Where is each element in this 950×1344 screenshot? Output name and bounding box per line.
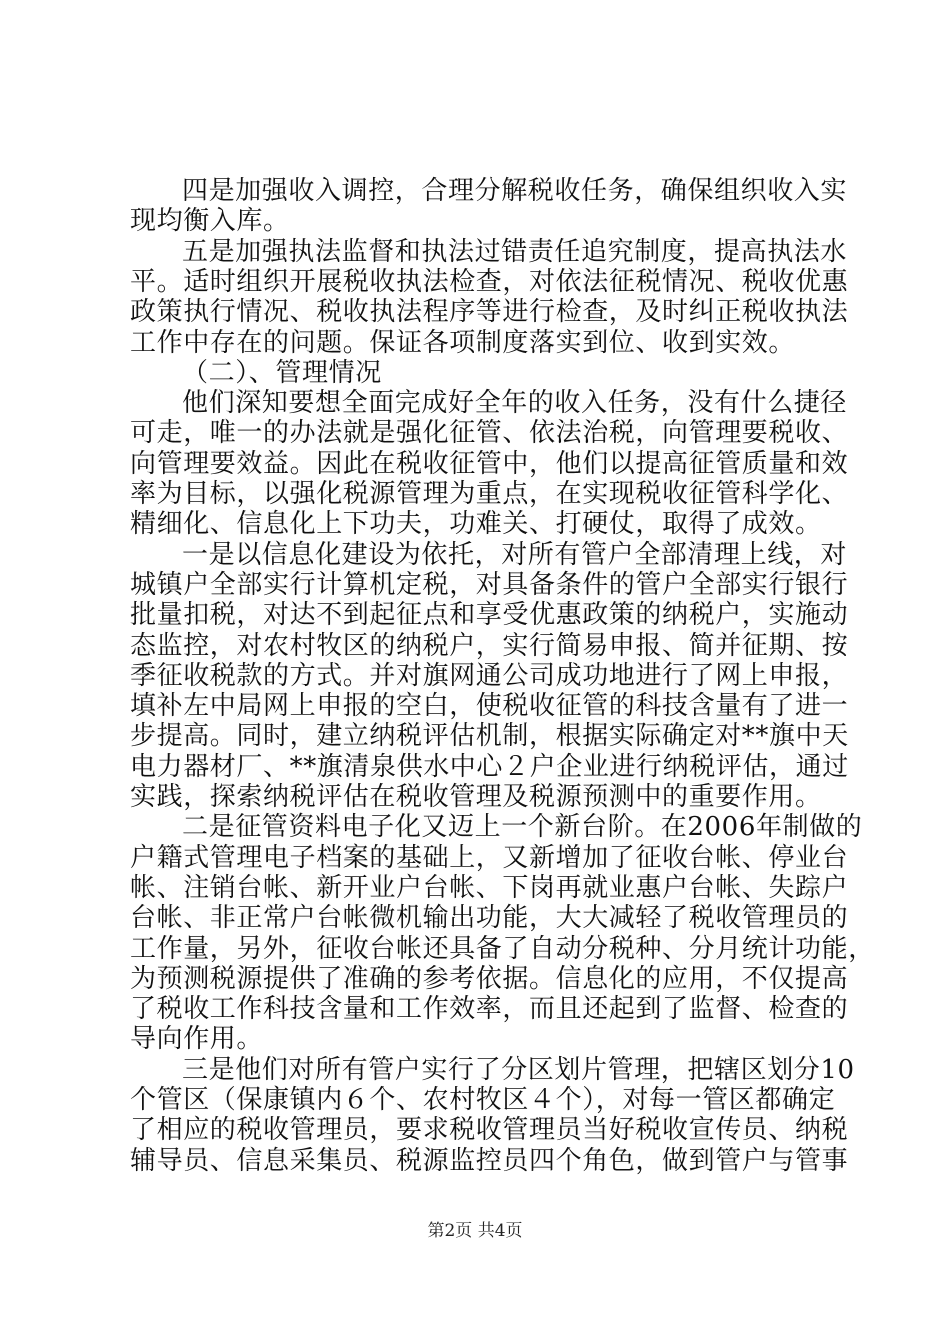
text-line: 填补左中局网上申报的空白，使税收征管的科技含量有了进一 [130,691,849,722]
text-line: 辅导员、信息采集员、税源监控员四个角色，做到管户与管事 [130,1145,849,1176]
text-line: 可走，唯一的办法就是强化征管、依法治税，向管理要税收、 [130,418,849,449]
page-footer: 第2页 共4页 [427,1221,523,1241]
text-line: 平。适时组织开展税收执法检查，对依法征税情况、税收优惠 [130,266,849,297]
text-line: 精细化、信息化上下功夫，功难关、打硬仗，取得了成效。 [130,509,822,540]
text-line: 个管区（保康镇内６个、农村牧区４个），对每一管区都确定 [130,1085,836,1115]
text-line: 帐、注销台帐、新开业户台帐、下岗再就业惠户台帐、失踪户 [130,872,849,903]
text-line: 了税收工作科技含量和工作效率，而且还起到了监督、检查的 [130,994,849,1025]
text-line: 政策执行情况、税收执法程序等进行检查，及时纠正税收执法 [130,297,849,328]
text-line: 三是他们对所有管户实行了分区划片管理，把辖区划分10 [182,1054,855,1085]
text-line: 工作量，另外，征收台帐还具备了自动分税种、分月统计功能， [130,933,875,964]
text-line: 城镇户全部实行计算机定税，对具备条件的管户全部实行银行 [130,569,849,600]
text-line: 二是征管资料电子化又迈上一个新台阶。在2006年制做的 [182,812,863,843]
text-line: 他们深知要想全面完成好全年的收入任务，没有什么捷径 [182,388,848,419]
text-line: 四是加强收入调控，合理分解税收任务，确保组织收入实 [182,176,848,206]
text-line: 率为目标，以强化税源管理为重点，在实现税收征管科学化、 [130,479,849,509]
text-line: 批量扣税，对达不到起征点和享受优惠政策的纳税户，实施动 [130,600,849,631]
text-line: 工作中存在的问题。保证各项制度落实到位、收到实效。 [130,327,796,358]
text-line: 实践，探索纳税评估在税收管理及税源预测中的重要作用。 [130,782,822,812]
section-heading: （二）、管理情况 [182,357,382,388]
text-line: 态监控，对农村牧区的纳税户，实行简易申报、简并征期、按 [130,630,849,661]
text-line: 户籍式管理电子档案的基础上，又新增加了征收台帐、停业台 [130,842,849,873]
text-line: 步提高。同时，建立纳税评估机制，根据实际确定对**旗中天 [130,721,849,752]
text-line: 五是加强执法监督和执法过错责任追究制度，提高执法水 [182,236,848,267]
text-line: 向管理要效益。因此在税收征管中，他们以提高征管质量和效 [130,448,849,479]
text-line: 电力器材厂、**旗清泉供水中心２户企业进行纳税评估，通过 [130,751,849,782]
text-line: 一是以信息化建设为依托，对所有管户全部清理上线，对 [182,539,848,570]
text-line: 了相应的税收管理员，要求税收管理员当好税收宣传员、纳税 [130,1115,849,1146]
text-line: 现均衡入库。 [130,206,290,237]
text-line: 台帐、非正常户台帐微机输出功能，大大减轻了税收管理员的 [130,903,849,934]
text-line: 导向作用。 [130,1024,264,1055]
text-line: 为预测税源提供了准确的参考依据。信息化的应用，不仅提高 [130,963,849,994]
text-line: 季征收税款的方式。并对旗网通公司成功地进行了网上申报， [130,660,849,691]
